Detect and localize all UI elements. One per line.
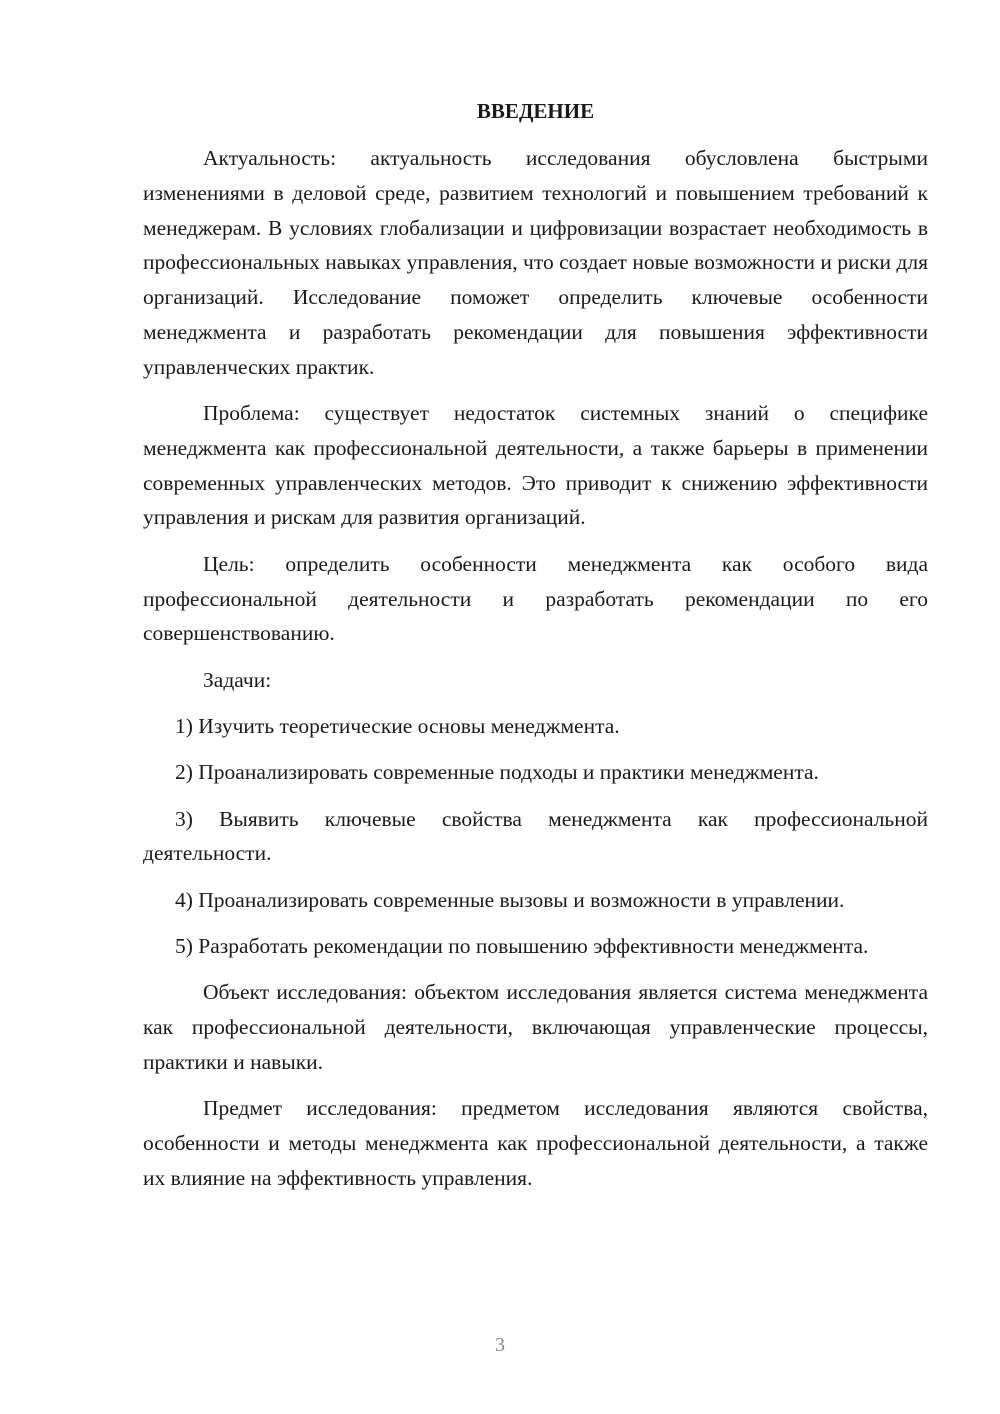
task-item-2: 2) Проанализировать современные подходы и практики менеджмента. (175, 760, 819, 785)
paragraph-relevance: Актуальность: актуальность исследования обусловлена быстрыми изменениями в деловой среде, развитием технологий и повышением требований к менеджерам. В условиях глобализации и цифровизации возрастает необходимость в профессиональных навыках управления, что создает новые возможности и риски для организаций. Исследование поможет определить ключевые особенности менеджмента и разработать рекомендации для повышения эффективности управленческих практик. (143, 146, 928, 379)
paragraph-subject: Предмет исследования: предметом исследования являются свойства, особенности и методы менеджмента как профессиональной деятельности, а также их влияние на эффективность управления. (143, 1096, 928, 1190)
paragraph-tasks-title: Задачи: (203, 667, 272, 692)
paragraph-problem: Проблема: существует недостаток системных знаний о специфике менеджмента как профессиональной деятельности, а также барьеры в применении современных управленческих методов. Это приводит к снижению эффективности управления и рискам для развития организаций. (143, 401, 928, 530)
paragraph-goal: Цель: определить особенности менеджмента как особого вида профессиональной деятельности и разработать рекомендации по его совершенствованию. (143, 551, 928, 646)
task-item-4: 4) Проанализировать современные вызовы и возможности в управлении. (175, 887, 845, 912)
task-item-5: 5) Разработать рекомендации по повышению эффективности менеджмента. (175, 933, 869, 958)
section-heading: ВВЕДЕНИЕ (476, 99, 595, 123)
page-number: 3 (495, 1334, 505, 1356)
page-content (143, 94, 928, 1196)
task-item-3: 3) Выявить ключевые свойства менеджмента как профессиональной деятельности. (143, 806, 928, 866)
task-item-1: 1) Изучить теоретические основы менеджмента. (175, 713, 620, 738)
paragraph-object: Объект исследования: объектом исследования является система менеджмента как профессиональной деятельности, включающая управленческие процессы, практики и навыки. (143, 980, 928, 1074)
